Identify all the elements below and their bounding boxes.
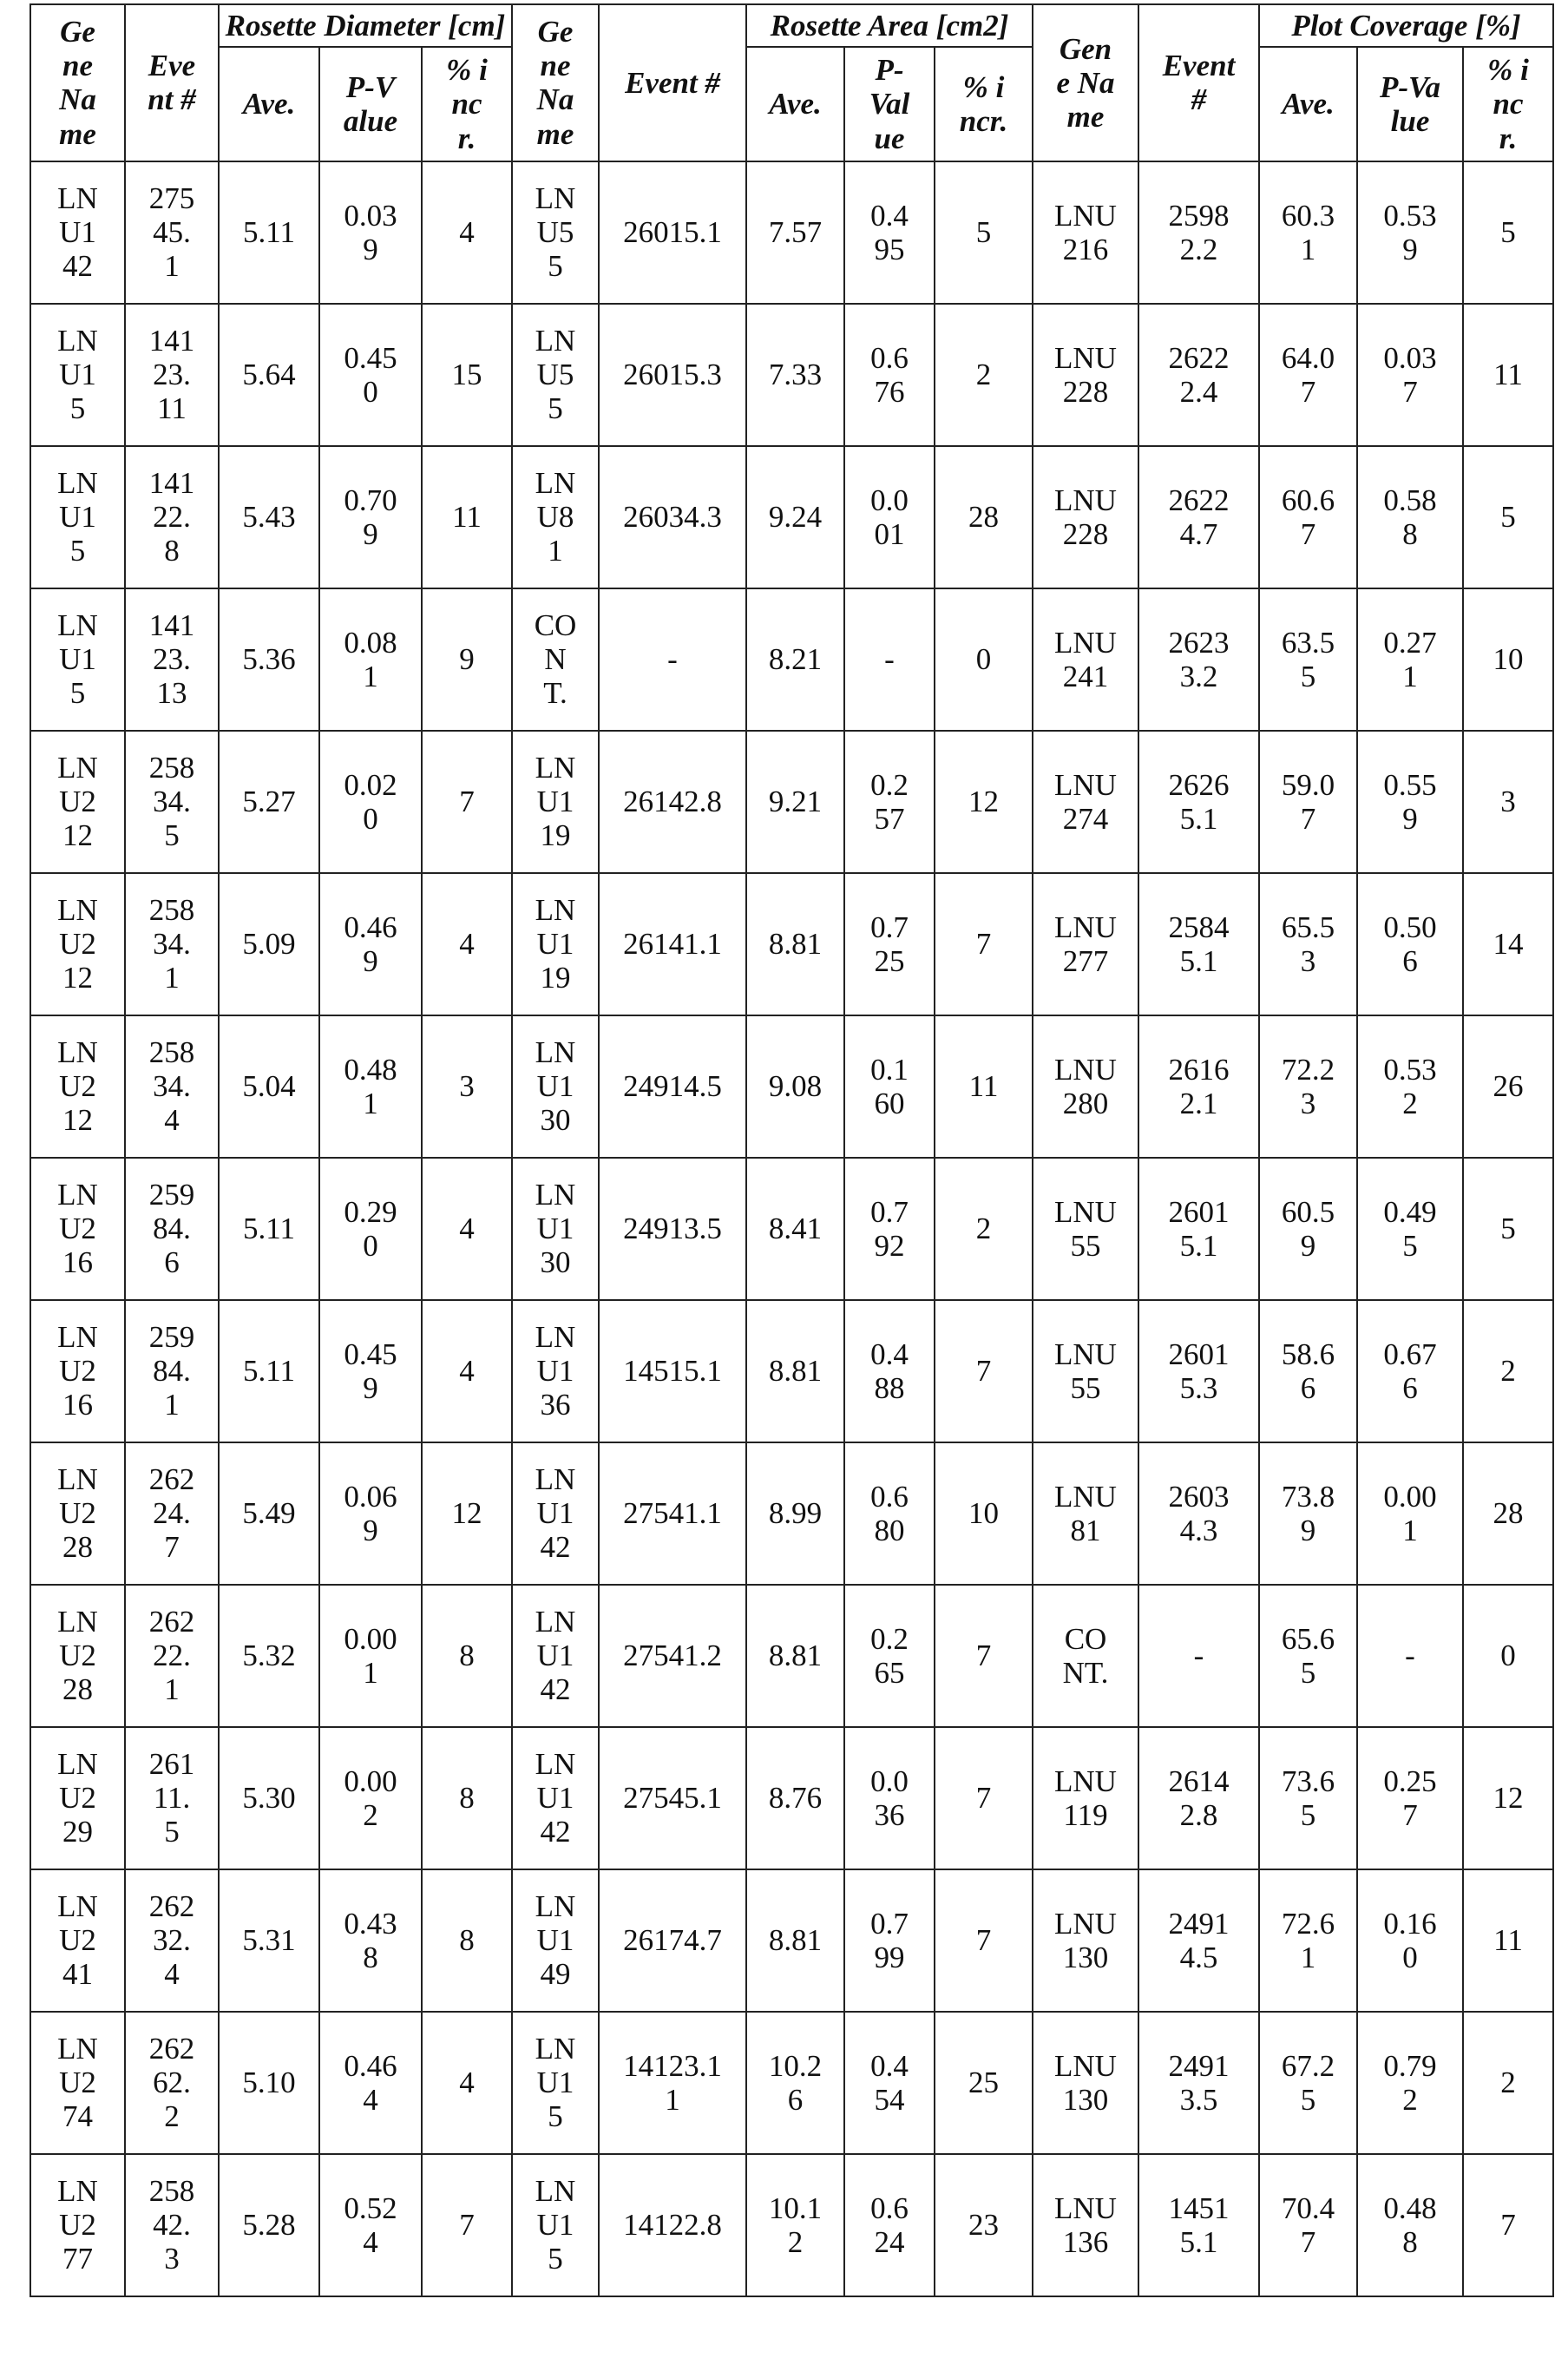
gene-name-cell: LNU55: [512, 161, 599, 304]
header-incr: % incr.: [422, 47, 512, 161]
ave-cell: 5.27: [219, 731, 319, 873]
event-cell: 25834.5: [125, 731, 219, 873]
gene-name-cell: LNU274: [30, 2012, 125, 2154]
header-ave: Ave.: [746, 47, 844, 161]
event-cell: 26142.8: [1138, 1727, 1259, 1869]
event-cell: 26034.3: [1138, 1442, 1259, 1585]
ave-cell: 67.25: [1259, 2012, 1357, 2154]
pvalue-cell: 0.676: [844, 304, 935, 446]
event-cell: 14515.1: [1138, 2154, 1259, 2296]
pvalue-cell: 0.532: [1357, 1015, 1463, 1158]
ave-cell: 8.81: [746, 873, 844, 1015]
ave-cell: 8.99: [746, 1442, 844, 1585]
pvalue-cell: 0.709: [319, 446, 422, 588]
gene-name-cell: LNU241: [1033, 588, 1138, 731]
gene-name-cell: LNU119: [512, 873, 599, 1015]
header-gene-name: Gene Name: [1033, 4, 1138, 161]
header-event: Event #: [1138, 4, 1259, 161]
gene-name-cell: LNU277: [1033, 873, 1138, 1015]
pvalue-cell: 0.160: [844, 1015, 935, 1158]
pvalue-cell: 0.002: [319, 1727, 422, 1869]
ave-cell: 5.49: [219, 1442, 319, 1585]
ave-cell: 5.30: [219, 1727, 319, 1869]
header-event: Event #: [599, 4, 746, 161]
pvalue-cell: 0.020: [319, 731, 422, 873]
event-cell: 26265.1: [1138, 731, 1259, 873]
pvalue-cell: 0.792: [844, 1158, 935, 1300]
gene-name-cell: LNU228: [1033, 304, 1138, 446]
pvalue-cell: 0.588: [1357, 446, 1463, 588]
table-row: [30, 2154, 1553, 2296]
ave-cell: 73.89: [1259, 1442, 1357, 1585]
event-cell: 26222.1: [125, 1585, 219, 1727]
incr-cell: 0: [935, 588, 1033, 731]
pvalue-cell: 0.792: [1357, 2012, 1463, 2154]
incr-cell: 5: [1463, 1158, 1553, 1300]
event-cell: 24914.5: [599, 1015, 746, 1158]
gene-name-cell: LNU55: [1033, 1300, 1138, 1442]
pvalue-cell: 0.624: [844, 2154, 935, 2296]
incr-cell: 4: [422, 1158, 512, 1300]
incr-cell: 9: [422, 588, 512, 731]
event-cell: 26034.3: [599, 446, 746, 588]
header-pvalue: P-Value: [319, 47, 422, 161]
table-row: [30, 588, 1553, 731]
table-header: [30, 4, 1553, 161]
gene-name-cell: LNU15: [30, 588, 125, 731]
incr-cell: 26: [1463, 1015, 1553, 1158]
incr-cell: 7: [1463, 2154, 1553, 2296]
event-cell: 25982.2: [1138, 161, 1259, 304]
incr-cell: 7: [935, 1727, 1033, 1869]
pvalue-cell: 0.495: [1357, 1158, 1463, 1300]
event-cell: 14122.8: [599, 2154, 746, 2296]
pvalue-cell: 0.481: [319, 1015, 422, 1158]
incr-cell: 3: [422, 1015, 512, 1158]
event-cell: 24913.5: [599, 1158, 746, 1300]
incr-cell: 7: [935, 1585, 1033, 1727]
pvalue-cell: 0.488: [844, 1300, 935, 1442]
event-cell: 26233.2: [1138, 588, 1259, 731]
event-cell: 27545.1: [599, 1727, 746, 1869]
ave-cell: 9.24: [746, 446, 844, 588]
event-cell: 27541.1: [599, 1442, 746, 1585]
ave-cell: 72.61: [1259, 1869, 1357, 2012]
ave-cell: 64.07: [1259, 304, 1357, 446]
pvalue-cell: 0.559: [1357, 731, 1463, 873]
incr-cell: 28: [1463, 1442, 1553, 1585]
ave-cell: 72.23: [1259, 1015, 1357, 1158]
pvalue-cell: 0.039: [319, 161, 422, 304]
header-ave: Ave.: [1259, 47, 1357, 161]
header-rosette-diameter: Rosette Diameter [cm]: [219, 4, 512, 47]
gene-name-cell: LNU274: [1033, 731, 1138, 873]
pvalue-cell: 0.069: [319, 1442, 422, 1585]
ave-cell: 5.11: [219, 1158, 319, 1300]
incr-cell: 11: [935, 1015, 1033, 1158]
ave-cell: 10.12: [746, 2154, 844, 2296]
pvalue-cell: 0.160: [1357, 1869, 1463, 2012]
incr-cell: 11: [422, 446, 512, 588]
gene-name-cell: LNU119: [1033, 1727, 1138, 1869]
pvalue-cell: 0.469: [319, 873, 422, 1015]
pvalue-cell: 0.495: [844, 161, 935, 304]
header-pvalue: P-Value: [844, 47, 935, 161]
pvalue-cell: 0.676: [1357, 1300, 1463, 1442]
table-row: [30, 1442, 1553, 1585]
ave-cell: 70.47: [1259, 2154, 1357, 2296]
header-pvalue: P-Value: [1357, 47, 1463, 161]
incr-cell: 14: [1463, 873, 1553, 1015]
gene-name-cell: LNU81: [1033, 1442, 1138, 1585]
ave-cell: 8.76: [746, 1727, 844, 1869]
ave-cell: 5.36: [219, 588, 319, 731]
gene-name-cell: LNU228: [1033, 446, 1138, 588]
event-cell: -: [1138, 1585, 1259, 1727]
table-row: [30, 1869, 1553, 2012]
ave-cell: 8.41: [746, 1158, 844, 1300]
table-row: [30, 731, 1553, 873]
ave-cell: 8.81: [746, 1300, 844, 1442]
table-row: [30, 304, 1553, 446]
incr-cell: 10: [1463, 588, 1553, 731]
incr-cell: 11: [1463, 1869, 1553, 2012]
pvalue-cell: 0.680: [844, 1442, 935, 1585]
incr-cell: 5: [1463, 161, 1553, 304]
gene-name-cell: LNU55: [1033, 1158, 1138, 1300]
incr-cell: 4: [422, 2012, 512, 2154]
ave-cell: 5.09: [219, 873, 319, 1015]
gene-name-cell: LNU130: [512, 1015, 599, 1158]
incr-cell: 7: [935, 1300, 1033, 1442]
pvalue-cell: 0.265: [844, 1585, 935, 1727]
incr-cell: 2: [935, 1158, 1033, 1300]
ave-cell: 9.08: [746, 1015, 844, 1158]
incr-cell: 12: [935, 731, 1033, 873]
incr-cell: 10: [935, 1442, 1033, 1585]
incr-cell: 8: [422, 1869, 512, 2012]
incr-cell: 12: [422, 1442, 512, 1585]
ave-cell: 60.67: [1259, 446, 1357, 588]
pvalue-cell: 0.488: [1357, 2154, 1463, 2296]
ave-cell: 5.11: [219, 1300, 319, 1442]
pvalue-cell: 0.450: [319, 304, 422, 446]
ave-cell: 8.21: [746, 588, 844, 731]
event-cell: 27545.1: [125, 161, 219, 304]
event-cell: 26141.1: [599, 873, 746, 1015]
incr-cell: 25: [935, 2012, 1033, 2154]
event-cell: 26015.1: [1138, 1158, 1259, 1300]
event-cell: 25984.1: [125, 1300, 219, 1442]
pvalue-cell: 0.271: [1357, 588, 1463, 731]
gene-name-cell: CONT.: [1033, 1585, 1138, 1727]
pvalue-cell: 0.464: [319, 2012, 422, 2154]
gene-name-cell: LNU55: [512, 304, 599, 446]
incr-cell: 7: [422, 731, 512, 873]
table-row: [30, 1015, 1553, 1158]
gene-name-cell: LNU130: [1033, 2012, 1138, 2154]
incr-cell: 5: [1463, 446, 1553, 588]
gene-name-cell: LNU15: [30, 304, 125, 446]
header-plot-coverage: Plot Coverage [%]: [1259, 4, 1553, 47]
event-cell: 26232.4: [125, 1869, 219, 2012]
event-cell: 25834.4: [125, 1015, 219, 1158]
gene-name-cell: LNU280: [1033, 1015, 1138, 1158]
ave-cell: 65.65: [1259, 1585, 1357, 1727]
pvalue-cell: 0.454: [844, 2012, 935, 2154]
gene-name-cell: LNU142: [512, 1585, 599, 1727]
ave-cell: 59.07: [1259, 731, 1357, 873]
event-cell: 26224.7: [1138, 446, 1259, 588]
pvalue-cell: 0.001: [844, 446, 935, 588]
pvalue-cell: 0.438: [319, 1869, 422, 2012]
header-gene-name: Gene Name: [30, 4, 125, 161]
incr-cell: 15: [422, 304, 512, 446]
ave-cell: 5.04: [219, 1015, 319, 1158]
ave-cell: 60.59: [1259, 1158, 1357, 1300]
pvalue-cell: 0.081: [319, 588, 422, 731]
incr-cell: 5: [935, 161, 1033, 304]
header-rosette-area: Rosette Area [cm2]: [746, 4, 1033, 47]
pvalue-cell: 0.257: [1357, 1727, 1463, 1869]
event-cell: 25834.1: [125, 873, 219, 1015]
incr-cell: 2: [935, 304, 1033, 446]
ave-cell: 5.11: [219, 161, 319, 304]
ave-cell: 8.81: [746, 1869, 844, 2012]
incr-cell: 4: [422, 873, 512, 1015]
event-cell: 26015.1: [599, 161, 746, 304]
pvalue-cell: 0.257: [844, 731, 935, 873]
event-cell: 26222.4: [1138, 304, 1259, 446]
ave-cell: 5.31: [219, 1869, 319, 2012]
pvalue-cell: 0.001: [1357, 1442, 1463, 1585]
event-cell: 14123.13: [125, 588, 219, 731]
event-cell: 26142.8: [599, 731, 746, 873]
results-table: [30, 3, 1554, 2297]
event-cell: 14123.11: [599, 2012, 746, 2154]
gene-name-cell: LNU212: [30, 873, 125, 1015]
event-cell: 24914.5: [1138, 1869, 1259, 2012]
incr-cell: 2: [1463, 2012, 1553, 2154]
ave-cell: 58.66: [1259, 1300, 1357, 1442]
table-row: [30, 873, 1553, 1015]
event-cell: 26111.5: [125, 1727, 219, 1869]
gene-name-cell: LNU130: [512, 1158, 599, 1300]
gene-name-cell: LNU142: [512, 1727, 599, 1869]
ave-cell: 5.28: [219, 2154, 319, 2296]
incr-cell: 23: [935, 2154, 1033, 2296]
gene-name-cell: LNU216: [1033, 161, 1138, 304]
pvalue-cell: 0.036: [844, 1727, 935, 1869]
event-cell: -: [599, 588, 746, 731]
event-cell: 26224.7: [125, 1442, 219, 1585]
incr-cell: 7: [935, 1869, 1033, 2012]
ave-cell: 5.43: [219, 446, 319, 588]
gene-name-cell: LNU212: [30, 731, 125, 873]
header-ave: Ave.: [219, 47, 319, 161]
ave-cell: 10.26: [746, 2012, 844, 2154]
header-gene-name: Gene Name: [512, 4, 599, 161]
pvalue-cell: 0.037: [1357, 304, 1463, 446]
incr-cell: 11: [1463, 304, 1553, 446]
pvalue-cell: -: [844, 588, 935, 731]
incr-cell: 3: [1463, 731, 1553, 873]
ave-cell: 8.81: [746, 1585, 844, 1727]
incr-cell: 2: [1463, 1300, 1553, 1442]
header-incr: % incr.: [935, 47, 1033, 161]
event-cell: 14515.1: [599, 1300, 746, 1442]
table-row: [30, 1300, 1553, 1442]
gene-name-cell: LNU229: [30, 1727, 125, 1869]
ave-cell: 60.31: [1259, 161, 1357, 304]
pvalue-cell: 0.524: [319, 2154, 422, 2296]
gene-name-cell: LNU142: [30, 161, 125, 304]
event-cell: 26162.1: [1138, 1015, 1259, 1158]
gene-name-cell: LNU241: [30, 1869, 125, 2012]
gene-name-cell: LNU15: [512, 2154, 599, 2296]
gene-name-cell: LNU277: [30, 2154, 125, 2296]
table-row: [30, 161, 1553, 304]
event-cell: 24913.5: [1138, 2012, 1259, 2154]
ave-cell: 5.32: [219, 1585, 319, 1727]
table-row: [30, 1585, 1553, 1727]
event-cell: 26262.2: [125, 2012, 219, 2154]
event-cell: 26174.7: [599, 1869, 746, 2012]
gene-name-cell: LNU119: [512, 731, 599, 873]
pvalue-cell: 0.799: [844, 1869, 935, 2012]
table-row: [30, 1158, 1553, 1300]
gene-name-cell: LNU216: [30, 1158, 125, 1300]
ave-cell: 7.57: [746, 161, 844, 304]
pvalue-cell: -: [1357, 1585, 1463, 1727]
incr-cell: 0: [1463, 1585, 1553, 1727]
gene-name-cell: CONT.: [512, 588, 599, 731]
gene-name-cell: LNU212: [30, 1015, 125, 1158]
event-cell: 27541.2: [599, 1585, 746, 1727]
event-cell: 25842.3: [125, 2154, 219, 2296]
gene-name-cell: LNU15: [512, 2012, 599, 2154]
gene-name-cell: LNU136: [1033, 2154, 1138, 2296]
incr-cell: 4: [422, 161, 512, 304]
event-cell: 25845.1: [1138, 873, 1259, 1015]
incr-cell: 8: [422, 1585, 512, 1727]
incr-cell: 8: [422, 1727, 512, 1869]
ave-cell: 5.10: [219, 2012, 319, 2154]
pvalue-cell: 0.459: [319, 1300, 422, 1442]
gene-name-cell: LNU228: [30, 1585, 125, 1727]
ave-cell: 7.33: [746, 304, 844, 446]
event-cell: 26015.3: [599, 304, 746, 446]
gene-name-cell: LNU130: [1033, 1869, 1138, 2012]
header-event: Event #: [125, 4, 219, 161]
gene-name-cell: LNU149: [512, 1869, 599, 2012]
event-cell: 25984.6: [125, 1158, 219, 1300]
gene-name-cell: LNU142: [512, 1442, 599, 1585]
pvalue-cell: 0.506: [1357, 873, 1463, 1015]
incr-cell: 12: [1463, 1727, 1553, 1869]
gene-name-cell: LNU81: [512, 446, 599, 588]
table-body: [30, 161, 1553, 2296]
table-row: [30, 446, 1553, 588]
incr-cell: 4: [422, 1300, 512, 1442]
table-row: [30, 2012, 1553, 2154]
ave-cell: 63.55: [1259, 588, 1357, 731]
incr-cell: 7: [422, 2154, 512, 2296]
gene-name-cell: LNU15: [30, 446, 125, 588]
ave-cell: 73.65: [1259, 1727, 1357, 1869]
pvalue-cell: 0.725: [844, 873, 935, 1015]
event-cell: 26015.3: [1138, 1300, 1259, 1442]
pvalue-cell: 0.539: [1357, 161, 1463, 304]
ave-cell: 5.64: [219, 304, 319, 446]
pvalue-cell: 0.001: [319, 1585, 422, 1727]
gene-name-cell: LNU136: [512, 1300, 599, 1442]
incr-cell: 28: [935, 446, 1033, 588]
ave-cell: 9.21: [746, 731, 844, 873]
pvalue-cell: 0.290: [319, 1158, 422, 1300]
incr-cell: 7: [935, 873, 1033, 1015]
gene-name-cell: LNU216: [30, 1300, 125, 1442]
gene-name-cell: LNU228: [30, 1442, 125, 1585]
table-row: [30, 1727, 1553, 1869]
event-cell: 14123.11: [125, 304, 219, 446]
event-cell: 14122.8: [125, 446, 219, 588]
header-incr: % incr.: [1463, 47, 1553, 161]
ave-cell: 65.53: [1259, 873, 1357, 1015]
